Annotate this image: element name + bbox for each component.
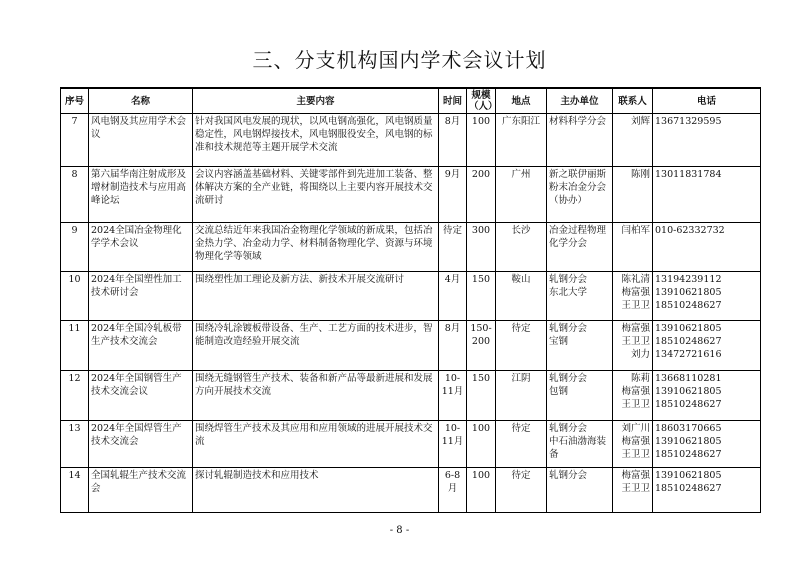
header-place: 地点	[496, 88, 547, 114]
header-phone: 电话	[653, 88, 761, 114]
page-number: - 8 -	[389, 525, 410, 536]
cell-time: 8月	[439, 114, 467, 167]
cell-organizer	[547, 421, 613, 468]
conference-plan-table	[60, 87, 761, 513]
cell-content: 会议内容涵盖基础材料、关键零部件到先进加工装备、整体解决方案的全产业链，将围绕以上主要内容开展技术交流研讨	[193, 167, 439, 223]
header-name: 名称	[89, 88, 193, 114]
cell-content: 针对我国风电发展的现状，以风电钢高强化，风电钢质量稳定性，风电钢焊接技术，风电钢服役安全，风电钢的标准和技术规范等主题开展学术交流	[193, 114, 439, 167]
phone-number: 18510248627	[655, 336, 722, 347]
contact-name: 梅富强	[621, 323, 650, 334]
table-row	[61, 272, 761, 321]
cell-scale: 100	[467, 468, 496, 513]
page-title: 三、分支机构国内学术会议计划	[252, 48, 547, 72]
contact-name: 梅富强	[621, 436, 650, 447]
cell-place: 待定	[496, 321, 547, 371]
contact-name: 梅富强	[621, 470, 650, 481]
phone-number: 18510248627	[655, 399, 722, 410]
organizer-line: 中石油渤海装备	[549, 436, 607, 460]
cell-phone	[653, 167, 761, 223]
cell-organizer	[547, 321, 613, 371]
cell-place: 待定	[496, 421, 547, 468]
contact-name: 王卫卫	[621, 300, 650, 311]
cell-contact	[613, 468, 653, 513]
cell-name: 全国轧辊生产技术交流会	[89, 468, 193, 513]
table-row	[61, 421, 761, 468]
phone-number: 18510248627	[655, 449, 722, 460]
contact-name: 王卫卫	[621, 336, 650, 347]
cell-name: 第六届华南注射成形及增材制造技术与应用高峰论坛	[89, 167, 193, 223]
cell-scale: 200	[467, 167, 496, 223]
cell-time: 8月	[439, 321, 467, 371]
phone-number: 13910621805	[655, 436, 722, 447]
contact-name: 梅富强	[621, 287, 650, 298]
cell-phone	[653, 371, 761, 421]
cell-organizer	[547, 223, 613, 272]
cell-name: 2024年全国冷轧板带生产技术交流会	[89, 321, 193, 371]
phone-number: 13671329595	[655, 116, 722, 127]
phone-number: 18603170665	[655, 423, 722, 434]
cell-place: 长沙	[496, 223, 547, 272]
cell-time: 6-8月	[439, 468, 467, 513]
cell-contact	[613, 223, 653, 272]
cell-content: 交流总结近年来我国冶金物理化学领域的新成果，包括冶金热力学、冶金动力学、材料制备物理化学、资源与环境物理化学等领域	[193, 223, 439, 272]
cell-no: 9	[61, 223, 89, 272]
contact-name: 刘广川	[621, 423, 650, 434]
cell-no: 7	[61, 114, 89, 167]
cell-place: 广东阳江	[496, 114, 547, 167]
phone-number: 13910621805	[655, 287, 722, 298]
cell-no: 13	[61, 421, 89, 468]
header-contact: 联系人	[613, 88, 653, 114]
contact-name: 王卫卫	[621, 399, 650, 410]
header-scale: 规模（人）	[467, 88, 496, 114]
table-row	[61, 371, 761, 421]
cell-organizer	[547, 114, 613, 167]
cell-name: 风电钢及其应用学术会议	[89, 114, 193, 167]
phone-number: 13011831784	[655, 169, 722, 180]
header-no: 序号	[61, 88, 89, 114]
cell-no: 14	[61, 468, 89, 513]
phone-number: 13910621805	[655, 386, 722, 397]
cell-place: 江阴	[496, 371, 547, 421]
table-row	[61, 223, 761, 272]
cell-scale: 150	[467, 371, 496, 421]
table-row	[61, 468, 761, 513]
cell-name: 2024年全国焊管生产技术交流会	[89, 421, 193, 468]
organizer-line: 新之联伊丽斯粉末冶金分会（协办）	[549, 169, 607, 206]
cell-phone	[653, 223, 761, 272]
cell-contact	[613, 272, 653, 321]
phone-number: 18510248627	[655, 483, 722, 494]
phone-number: 13194239112	[655, 274, 722, 285]
cell-time: 4月	[439, 272, 467, 321]
cell-place: 鞍山	[496, 272, 547, 321]
cell-phone	[653, 421, 761, 468]
cell-scale: 150	[467, 272, 496, 321]
cell-name: 2024全国冶金物理化学学术会议	[89, 223, 193, 272]
cell-scale: 100	[467, 421, 496, 468]
phone-number: 13910621805	[655, 470, 722, 481]
table-row	[61, 114, 761, 167]
phone-number: 010-62332732	[655, 225, 725, 236]
phone-number: 13472721616	[655, 349, 722, 360]
contact-name: 刘辉	[630, 116, 650, 127]
organizer-line: 轧钢分会	[549, 274, 588, 285]
organizer-line: 东北大学	[549, 287, 588, 298]
cell-scale: 100	[467, 114, 496, 167]
organizer-line: 材料科学分会	[549, 116, 607, 127]
cell-content: 围绕塑性加工理论及新方法、新技术开展交流研讨	[193, 272, 439, 321]
cell-place: 广州	[496, 167, 547, 223]
table-header-row	[61, 88, 761, 114]
cell-place: 待定	[496, 468, 547, 513]
contact-name: 王卫卫	[621, 449, 650, 460]
contact-name: 陈莉	[630, 373, 650, 384]
cell-content: 围绕无缝钢管生产技术、装备和新产品等最新进展和发展方向开展技术交流	[193, 371, 439, 421]
header-content: 主要内容	[193, 88, 439, 114]
contact-name: 闫柏军	[621, 225, 650, 236]
contact-name: 王卫卫	[621, 483, 650, 494]
cell-time: 10-11月	[439, 371, 467, 421]
organizer-line: 宝钢	[549, 336, 569, 347]
cell-organizer	[547, 371, 613, 421]
cell-phone	[653, 321, 761, 371]
cell-organizer	[547, 468, 613, 513]
cell-no: 8	[61, 167, 89, 223]
cell-contact	[613, 371, 653, 421]
cell-name: 2024年全国塑性加工技术研讨会	[89, 272, 193, 321]
header-organizer: 主办单位	[547, 88, 613, 114]
cell-phone	[653, 272, 761, 321]
phone-number: 13910621805	[655, 323, 722, 334]
phone-number: 18510248627	[655, 300, 722, 311]
cell-organizer	[547, 272, 613, 321]
cell-content: 探讨轧辊制造技术和应用技术	[193, 468, 439, 513]
organizer-line: 轧钢分会	[549, 323, 588, 334]
organizer-line: 包钢	[549, 386, 569, 397]
cell-time: 10-11月	[439, 421, 467, 468]
cell-contact	[613, 167, 653, 223]
cell-time: 9月	[439, 167, 467, 223]
contact-name: 陈刚	[630, 169, 650, 180]
cell-content: 围绕冷轧涂镀板带设备、生产、工艺方面的技术进步，智能制造改造经验开展交流	[193, 321, 439, 371]
table-row	[61, 321, 761, 371]
phone-number: 13668110281	[655, 373, 722, 384]
cell-phone	[653, 468, 761, 513]
organizer-line: 轧钢分会	[549, 470, 588, 481]
cell-no: 11	[61, 321, 89, 371]
organizer-line: 轧钢分会	[549, 373, 588, 384]
cell-phone	[653, 114, 761, 167]
table-row	[61, 167, 761, 223]
cell-no: 10	[61, 272, 89, 321]
cell-content: 围绕焊管生产技术及其应用和应用领域的进展开展技术交流	[193, 421, 439, 468]
contact-name: 刘力	[630, 349, 650, 360]
cell-name: 2024年全国钢管生产技术交流会议	[89, 371, 193, 421]
cell-contact	[613, 321, 653, 371]
cell-scale: 300	[467, 223, 496, 272]
contact-name: 梅富强	[621, 386, 650, 397]
header-time: 时间	[439, 88, 467, 114]
cell-time: 待定	[439, 223, 467, 272]
organizer-line: 冶金过程物理化学分会	[549, 225, 607, 249]
cell-contact	[613, 421, 653, 468]
cell-contact	[613, 114, 653, 167]
contact-name: 陈礼清	[621, 274, 650, 285]
organizer-line: 轧钢分会	[549, 423, 588, 434]
cell-no: 12	[61, 371, 89, 421]
cell-organizer	[547, 167, 613, 223]
cell-scale: 150-200	[467, 321, 496, 371]
